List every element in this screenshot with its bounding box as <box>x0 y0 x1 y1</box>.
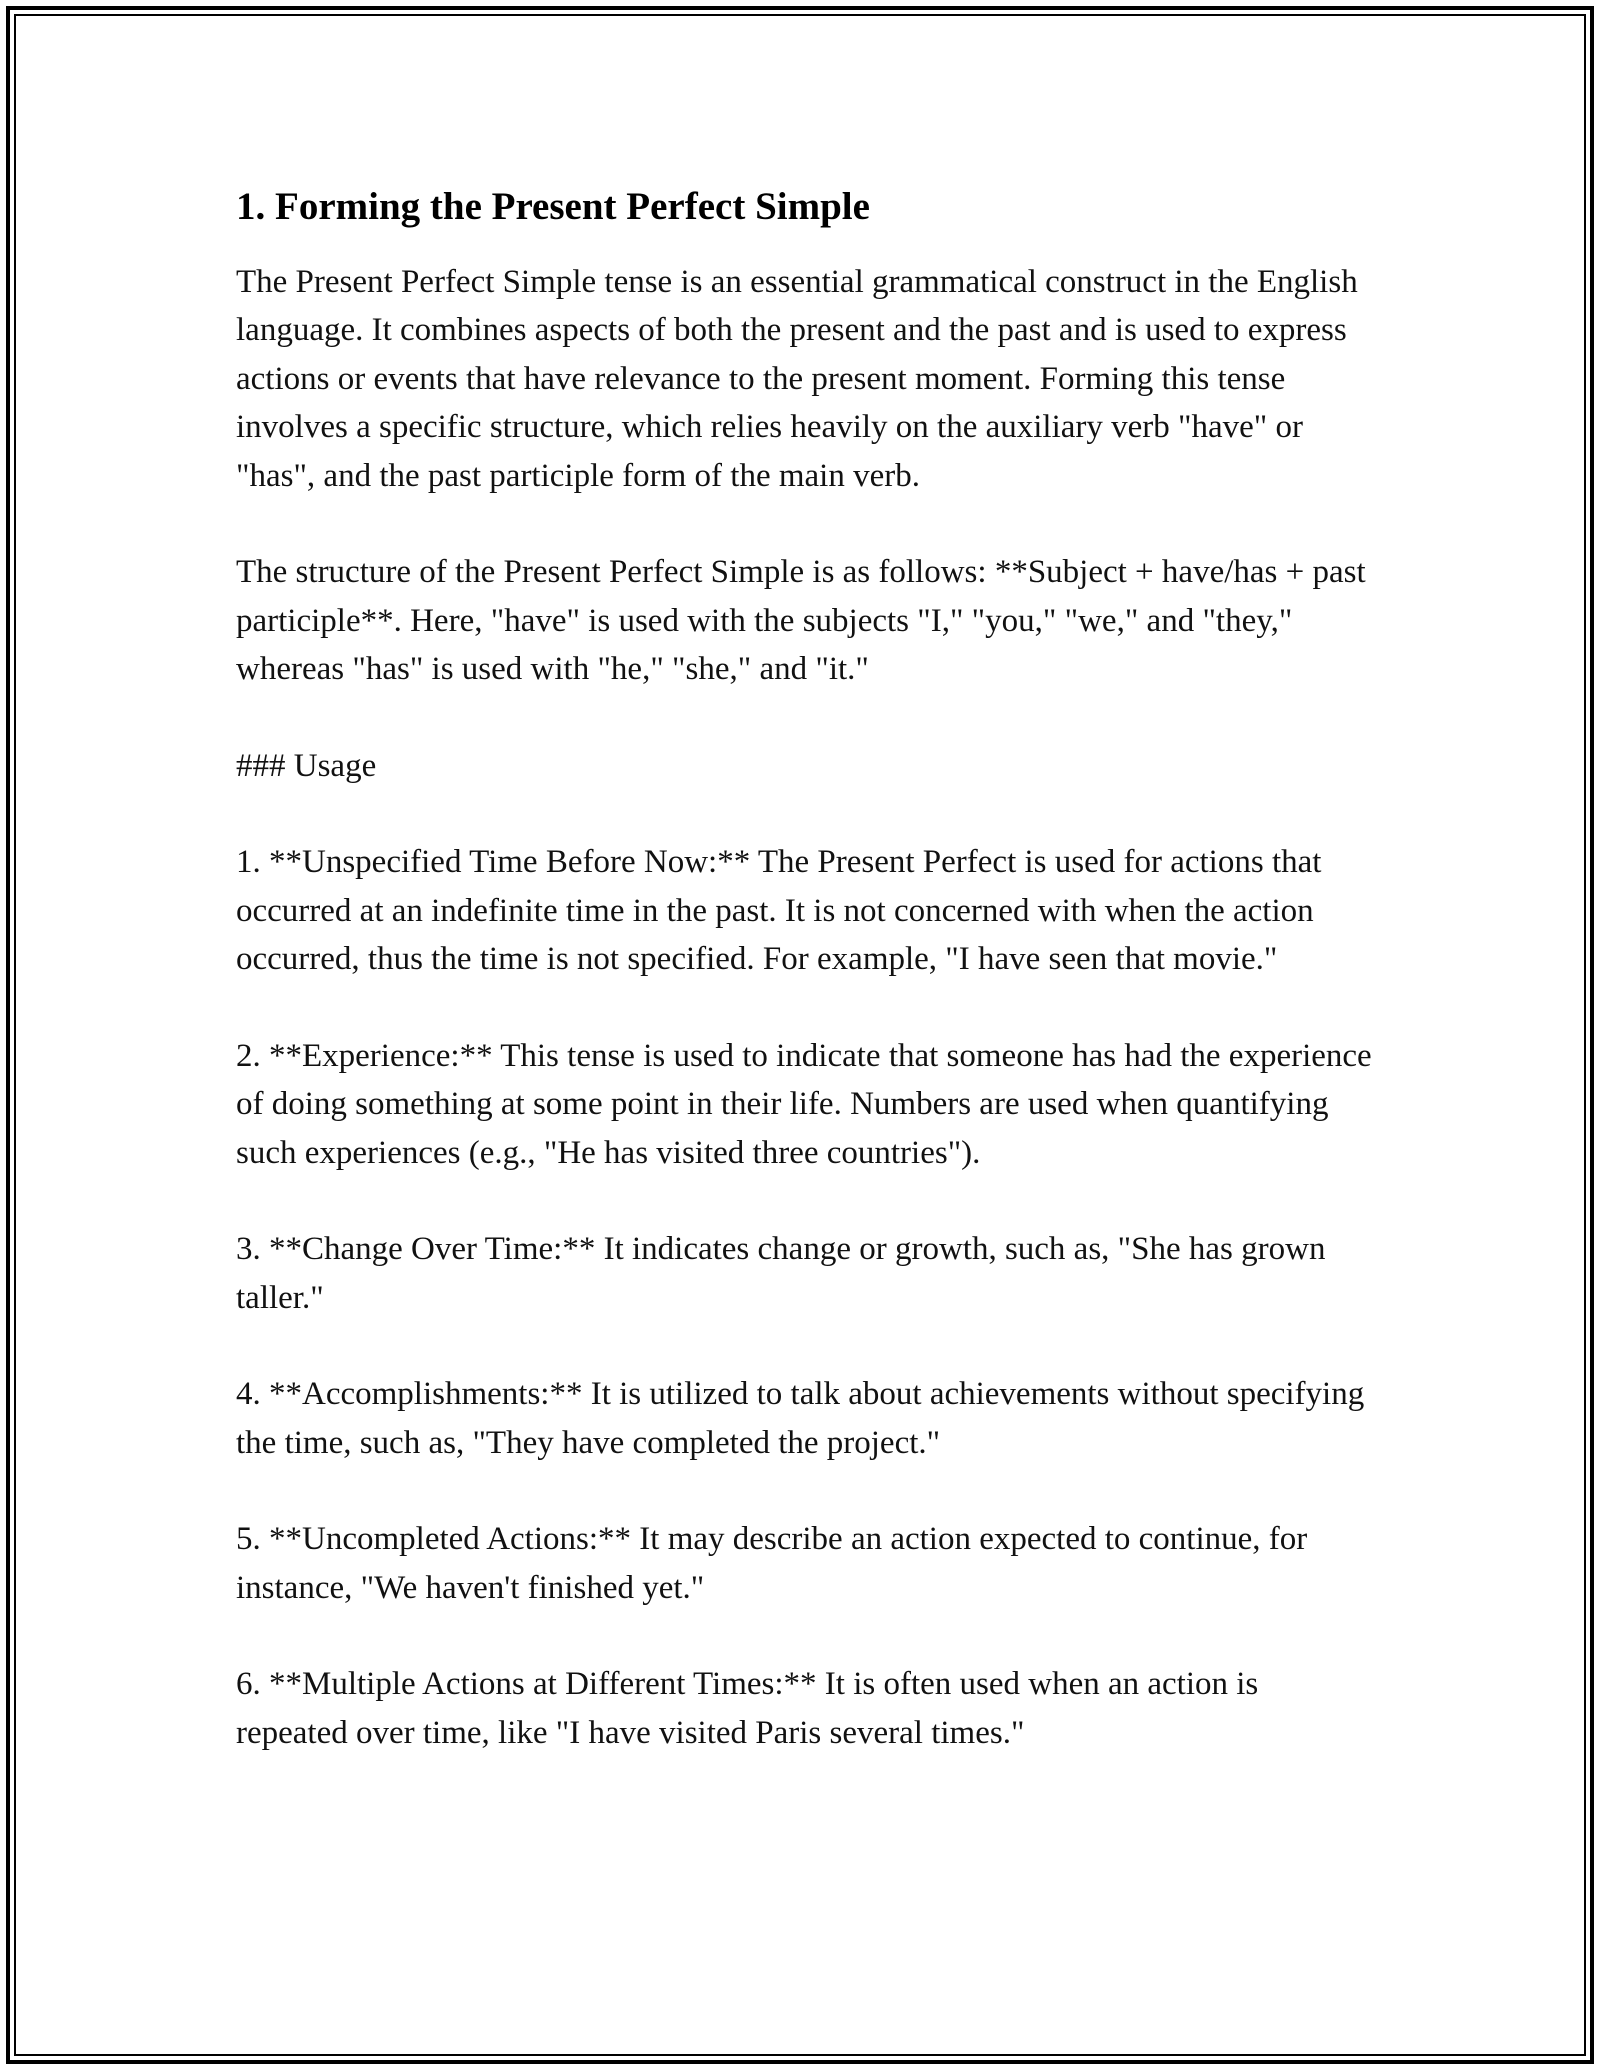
usage-item-multiple-actions: 6. **Multiple Actions at Different Times:** It is often used when an action is repeated over time, like "I have visited Paris several times." <box>236 1666 1259 1751</box>
usage-item-uncompleted-actions: 5. **Uncompleted Actions:** It may describe an action expected to continue, for instance, "We haven't finished yet." <box>236 1521 1308 1606</box>
usage-item-change-over-time: 3. **Change Over Time:** It indicates change or growth, such as, "She has grown taller." <box>236 1231 1326 1316</box>
section-heading: 1. Forming the Present Perfect Simple <box>236 185 870 228</box>
usage-item-unspecified-time: 1. **Unspecified Time Before Now:** The Present Perfect is used for actions that occurred at an indefinite time in the past. It is not concerned with when the action occurred, thus the time is not specified. For example, "I have seen that movie." <box>236 844 1322 978</box>
usage-item-accomplishments: 4. **Accomplishments:** It is utilized to talk about achievements without specifying the time, such as, "They have completed the project." <box>236 1376 1365 1461</box>
document-body <box>236 183 1376 1805</box>
usage-heading: ### Usage <box>236 747 377 784</box>
structure-paragraph: The structure of the Present Perfect Simple is as follows: **Subject + have/has + past participle**. Here, "have" is used with the subjects "I," "you," "we," and "they," whereas "has" is used with "he," "she," and "it." <box>236 554 1366 688</box>
usage-item-experience: 2. **Experience:** This tense is used to indicate that someone has had the experience of doing something at some point in their life. Numbers are used when quantifying such experiences (e.g., "He has visited three countries"). <box>236 1037 1372 1171</box>
intro-paragraph: The Present Perfect Simple tense is an essential grammatical construct in the English language. It combines aspects of both the present and the past and is used to express actions or events that have relevance to the present moment. Forming this tense involves a specific structure, which relies heavily on the auxiliary verb "have" or "has", and the past participle form of the main verb. <box>236 263 1358 494</box>
